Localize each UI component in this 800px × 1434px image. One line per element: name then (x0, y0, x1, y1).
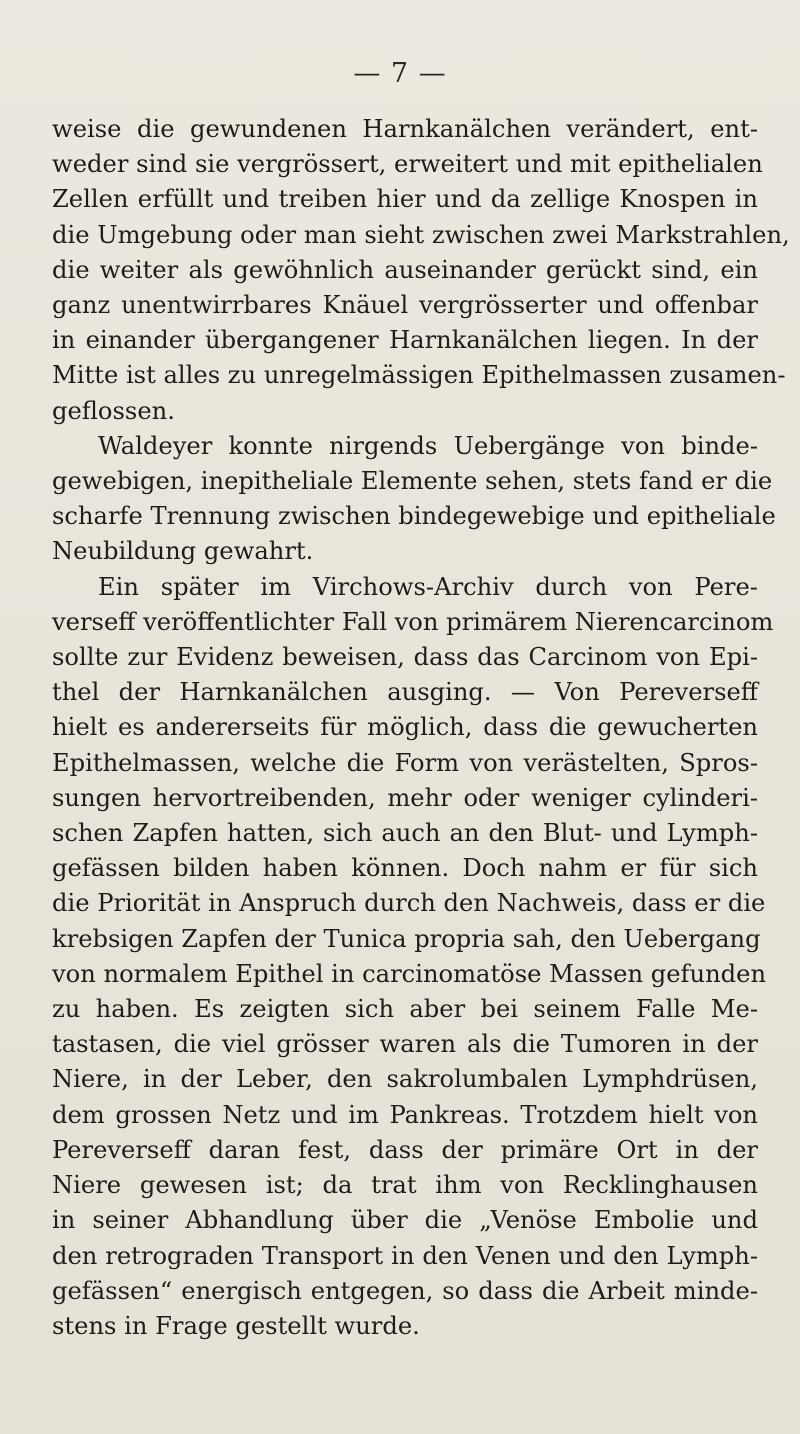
text-line: gefässen“ energisch entgegen, so dass die Arbeit minde- (52, 1276, 758, 1305)
paragraph-3 (52, 570, 774, 1344)
text-line: Niere, in der Leber, den sakrolumbalen Lymphdrüsen, (52, 1065, 758, 1094)
text-line: die weiter als gewöhnlich auseinander gerückt sind, ein (52, 255, 758, 284)
text-line: hielt es andererseits für möglich, dass die gewucherten (52, 713, 758, 742)
text-line: von normalem Epithel in carcinomatöse Massen gefunden (52, 959, 767, 988)
text-line: geflossen. (52, 396, 175, 425)
text-line: die Priorität in Anspruch durch den Nachweis, dass er die (52, 889, 766, 918)
text-line: scharfe Trennung zwischen bindegewebige und epitheliale (52, 502, 776, 531)
body-text (52, 112, 790, 1344)
text-line: Neubildung gewahrt. (52, 537, 314, 566)
text-line: schen Zapfen hatten, sich auch an den Blut- und Lymph- (52, 819, 758, 848)
text-line: zu haben. Es zeigten sich aber bei seinem Falle Me- (52, 995, 758, 1024)
text-line: den retrograden Transport in den Venen und den Lymph- (52, 1241, 758, 1270)
text-line: weder sind sie vergrössert, erweitert und mit epithelialen (52, 150, 763, 179)
text-line: Waldeyer konnte nirgends Uebergänge von binde- (98, 431, 758, 460)
text-line: Mitte ist alles zu unregelmässigen Epithelmassen zusamen- (52, 361, 786, 390)
text-line: Zellen erfüllt und treiben hier und da zellige Knospen in (52, 185, 758, 214)
text-line: krebsigen Zapfen der Tunica propria sah, den Uebergang (52, 924, 761, 953)
text-line: sollte zur Evidenz beweisen, dass das Carcinom von Epi- (52, 643, 758, 672)
text-line: Niere gewesen ist; da trat ihm von Recklinghausen (52, 1171, 758, 1200)
text-line: Ein später im Virchows-Archiv durch von Pere- (98, 572, 758, 601)
text-line: sungen hervortreibenden, mehr oder weniger cylinderi- (52, 783, 758, 812)
text-line: tastasen, die viel grösser waren als die Tumoren in der (52, 1030, 758, 1059)
text-line: in seiner Abhandlung über die „Venöse Embolie und (52, 1206, 758, 1235)
text-line: thel der Harnkanälchen ausging. — Von Pereverseff (52, 678, 758, 707)
text-line: Epithelmassen, welche die Form von verästelten, Spros- (52, 748, 758, 777)
text-line: stens in Frage gestellt wurde. (52, 1311, 420, 1340)
text-line: ganz unentwirrbares Knäuel vergrösserter und offenbar (52, 291, 758, 320)
text-line: Pereverseff daran fest, dass der primäre Ort in der (52, 1135, 758, 1164)
text-line: in einander übergangener Harnkanälchen liegen. In der (52, 326, 758, 355)
text-line: verseff veröffentlichter Fall von primärem Nierencarcinom (52, 607, 774, 636)
paragraph-1 (52, 112, 790, 429)
text-line: die Umgebung oder man sieht zwischen zwei Markstrahlen, (52, 220, 790, 249)
paragraph-2 (52, 429, 776, 570)
text-line: weise die gewundenen Harnkanälchen verändert, ent- (52, 115, 758, 143)
text-line: gefässen bilden haben können. Doch nahm er für sich (52, 854, 758, 883)
page-number-header: — 7 — (353, 58, 447, 89)
text-line: dem grossen Netz und im Pankreas. Trotzdem hielt von (52, 1100, 758, 1129)
text-line: gewebigen, inepitheliale Elemente sehen, stets fand er die (52, 467, 773, 496)
